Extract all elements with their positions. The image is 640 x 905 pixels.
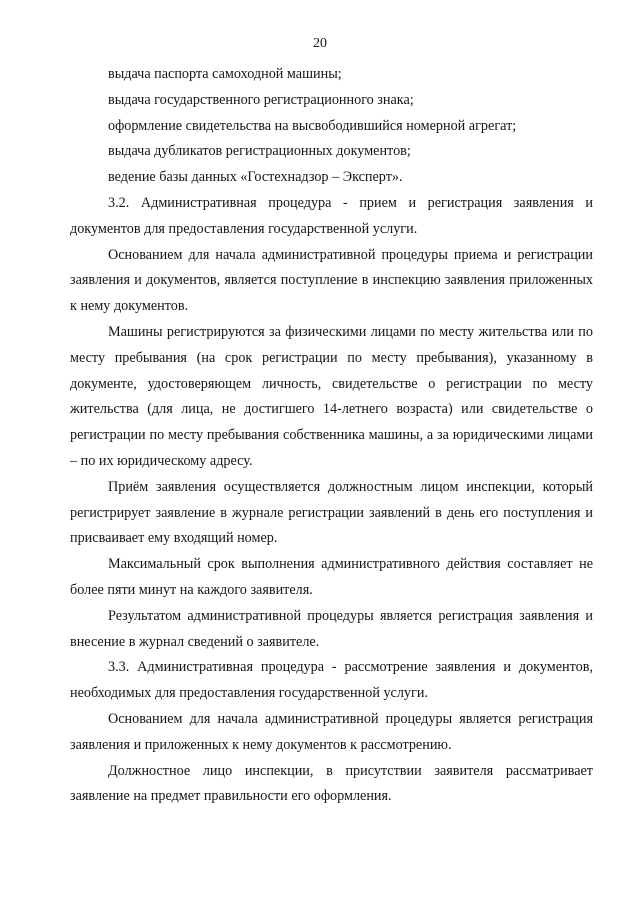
paragraph-application-intake: Приём заявления осуществляется должностным лицом инспекции, который регистрирует заявление в журнале регистрации заявлений в день его поступления и присваивает ему входящий номер. — [70, 478, 593, 547]
list-item-database: ведение базы данных «Гостехнадзор – Эксперт». — [108, 169, 403, 186]
paragraph-result-3-2: Результатом административной процедуры является регистрация заявления и внесение в журнал сведений о заявителе. — [70, 607, 593, 650]
paragraph-basis-3-3: Основанием для начала административной процедуры является регистрация заявления и приложенных к нему документов к рассмотрению. — [70, 710, 593, 753]
list-item-registration-sign: выдача государственного регистрационного знака; — [108, 91, 414, 108]
section-3-3-heading: 3.3. Административная процедура - рассмотрение заявления и документов, необходимых для предоставления государственной услуги. — [70, 659, 593, 702]
paragraph-machines-registration: Машины регистрируются за физическими лицами по месту жительства или по месту пребывания (на срок регистрации по месту пребывания), указанному в документе, удостоверяющем личность, свидетельстве о регистрации по месту жительства (для лица, не достигшего 14-летнего возраста) или свидетельстве о регистрации по месту пребывания собственника машины, а за юридическими лицами – по их юридическому адресу. — [70, 323, 593, 469]
list-item-certificate: оформление свидетельства на высвободившийся номерной агрегат; — [108, 117, 517, 134]
list-item-duplicates: выдача дубликатов регистрационных документов; — [108, 143, 411, 160]
paragraph-official-review: Должностное лицо инспекции, в присутствии заявителя рассматривает заявление на предмет правильности его оформления. — [70, 762, 593, 805]
document-body — [70, 62, 593, 810]
paragraph-basis-3-2: Основанием для начала административной процедуры приема и регистрации заявления и документов, является поступление в инспекцию заявления приложенных к нему документов. — [70, 246, 593, 315]
paragraph-max-time: Максимальный срок выполнения административного действия составляет не более пяти минут на каждого заявителя. — [70, 556, 593, 598]
section-3-2-heading: 3.2. Административная процедура - прием и регистрация заявления и документов для предоставления государственной услуги. — [70, 194, 593, 237]
page-number: 20 — [313, 36, 327, 51]
list-item-passport: выдача паспорта самоходной машины; — [108, 66, 342, 82]
